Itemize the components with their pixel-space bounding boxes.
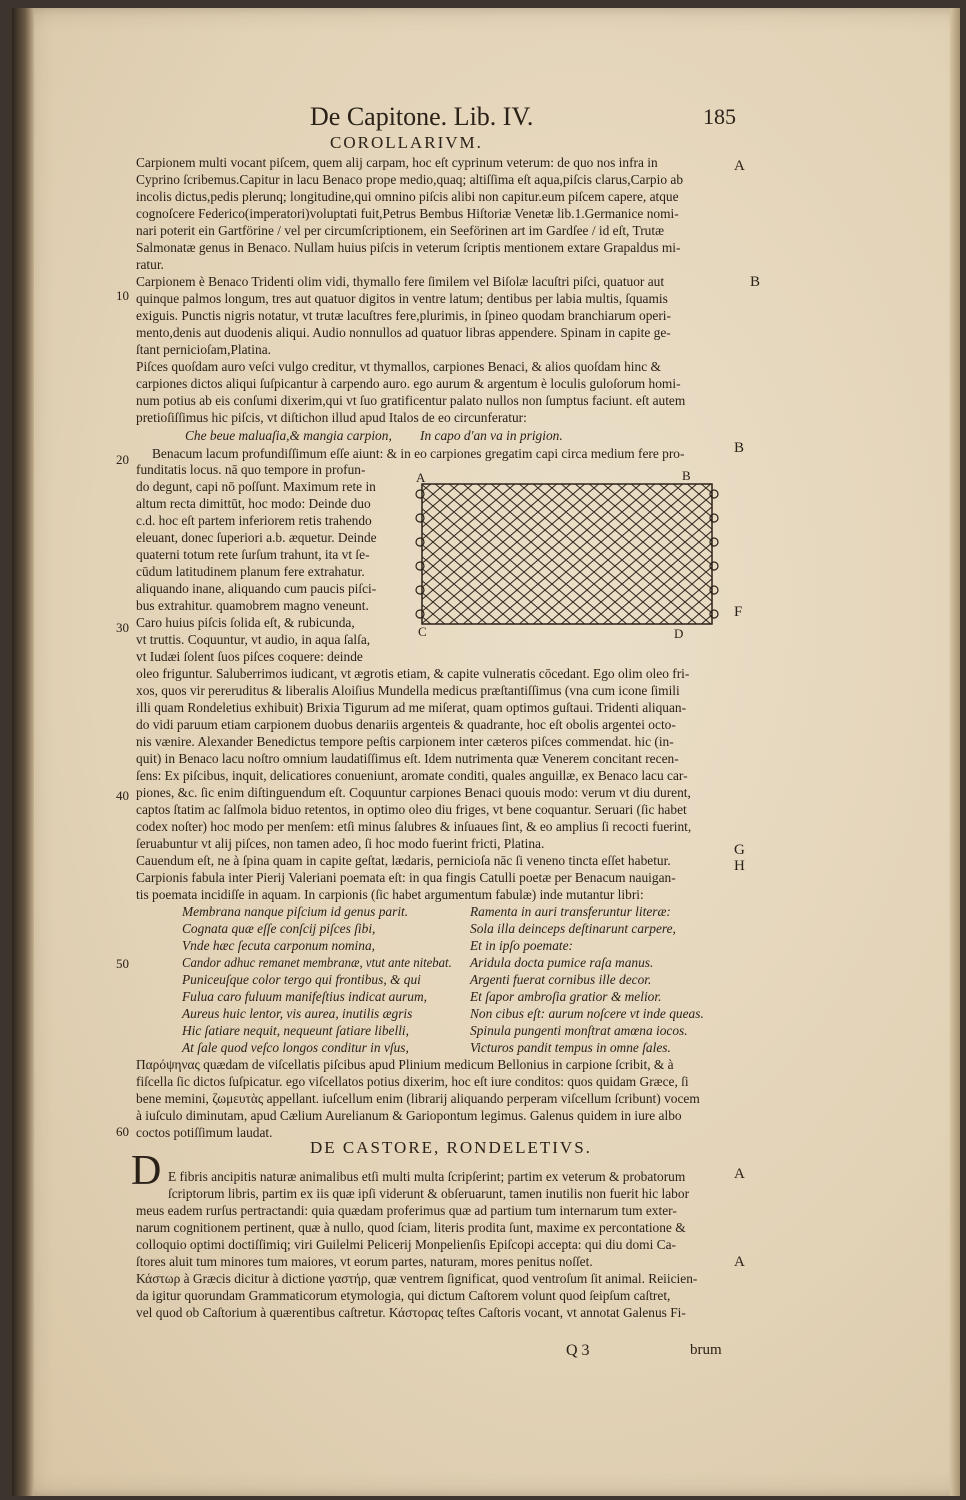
figure-label-b: B bbox=[682, 470, 691, 483]
section-title-corollarium: COROLLARIVM. bbox=[330, 133, 483, 152]
text-line: Benacum lacum profundiſſimum eſſe aiunt: & in eo carpiones gregatim capi circa medium fere pro- bbox=[152, 446, 685, 461]
margin-letter-b: B bbox=[750, 274, 761, 290]
text-line: quit) in Benaco lacu noſtro omnium laudatiſſimus eſt. Idem nutrimenta quæ Venerem concitant recen- bbox=[136, 751, 679, 766]
text-line: piones, &c. ſic enim diſtinguendum eſt. Coquuntur carpiones Benaci quouis modo: verum vt diu durent, bbox=[136, 785, 691, 800]
text-line: coctos potiſſimum laudat. bbox=[136, 1125, 273, 1140]
figure-label-a: A bbox=[416, 470, 426, 485]
text-line: E fibris ancipitis naturæ animalibus etſi multi multa ſcripſerint; partim ex veterum & probatorum bbox=[168, 1169, 686, 1184]
margin-letter-f: F bbox=[734, 604, 743, 620]
text-line: aliquando inane, aliquando cum paucis piſci- bbox=[136, 581, 377, 596]
line-number-10: 10 bbox=[116, 288, 129, 303]
margin-letter-h: H bbox=[734, 858, 745, 874]
text-line: ſcriptorum libris, partim ex iis quæ ipſi viderunt & obſeruarunt, tamen inutilis non fuerit hic labor bbox=[168, 1186, 690, 1201]
text-line: Cognata quæ eſſe conſcij piſces ſibi, bbox=[182, 921, 376, 936]
fishing-net-figure bbox=[412, 470, 732, 640]
running-title: De Capitone. Lib. IV. bbox=[310, 102, 534, 131]
text-line: Non cibus eſt: aurum noſcere vt inde queas. bbox=[470, 1006, 704, 1021]
margin-letter-g: G bbox=[734, 842, 745, 858]
binding-gutter bbox=[12, 8, 34, 1496]
text-line: narum cognitionem pertinent, quæ à nullo, quod ſciam, literis prodita ſunt, maxime ex percontatione & bbox=[136, 1220, 686, 1235]
distich-right: In capo d'an va in prigion. bbox=[420, 428, 563, 443]
text-line: ſtant pernicioſam,Platina. bbox=[136, 342, 271, 357]
text-line: tis poemata incidiſſe in aquam. In carpionis (ſic habet argumentum fabulæ) inde mutantur libri: bbox=[136, 887, 644, 902]
line-number-30: 30 bbox=[116, 620, 129, 635]
text-line: ſens: Ex piſcibus, inquit, delicatiores conueniunt, aromate conditi, quales anguillæ, ex Benaco lacu car- bbox=[136, 768, 688, 783]
text-line: Κάστωρ à Græcis dicitur à dictione γαστήρ, quæ ventrem ſignificat, quod ventroſum ſit animal. Reiicien- bbox=[136, 1271, 698, 1286]
text-line: codex noſter) hoc modo per menſem: etſi minus ſalubres & inſuaues ſint, & eo amplius ſi recocti fuerint, bbox=[136, 819, 692, 834]
text-line: Cauendum eſt, ne à ſpina quam in capite geſtat, lædaris, pernicioſa nāc ſi veneno tincta eſſet habetur. bbox=[136, 853, 671, 868]
text-line: à iuſculo diminutam, apud Cælium Aurelianum & Gariopontum legimus. Galenus quidem in iure albo bbox=[136, 1108, 682, 1123]
text-line: altum recta dimittūt, hoc modo: Deinde duo bbox=[136, 496, 371, 511]
text-line: Spinula pungenti monſtrat amœna iocos. bbox=[470, 1023, 688, 1038]
figure-label-d: D bbox=[674, 626, 684, 640]
text-line: Aridula docta pumice raſa manus. bbox=[470, 955, 654, 970]
signature-mark: Q 3 bbox=[566, 1342, 590, 1359]
text-line: illi quam Rondeletius exhibuit) Brixia Tigurum ad me miſerat, quam optimos guſtaui. Tridenti aliquan- bbox=[136, 700, 687, 715]
text-line: Membrana nanque piſcium id genus parit. bbox=[182, 904, 409, 919]
text-line: ratur. bbox=[136, 257, 164, 272]
text-line: meus eadem rurſus pertractandi: quia quædam proferimus quæ ad partium tum internarum tum exter- bbox=[136, 1203, 677, 1218]
text-line: funditatis locus. nā quo tempore in profun- bbox=[136, 462, 366, 477]
text-line: cūdum latitudinem planum fere extrahatur. bbox=[136, 564, 365, 579]
text-line: vt truttis. Coquuntur, vt audio, in aqua ſalſa, bbox=[136, 632, 371, 647]
text-line: ſeruabuntur vt alij piſces, non tamen adeo, ſi hoc modo fuerint fricti, Platina. bbox=[136, 836, 545, 851]
text-line: Carpionis fabula inter Pierij Valeriani poemata eſt: in qua fingis Catulli poetæ per Benacum nauigan- bbox=[136, 870, 676, 885]
text-line: ſtores aluit tum minores tum maiores, vt eorum partes, naturam, mores penitus noſſet. bbox=[136, 1254, 593, 1269]
text-line: Argenti fuerat cornibus ille decor. bbox=[470, 972, 652, 987]
text-line: nari poterit ein Gartförine / vel per circumſcriptionem, ein Seeförinen art im Gardſee / id eſt, Trutæ bbox=[136, 223, 665, 238]
page-edge bbox=[950, 8, 960, 1496]
text-line: Piſces quoſdam auro veſci vulgo creditur, vt thymallos, carpiones Benaci, & alios quoſdam hinc & bbox=[136, 359, 661, 374]
text-line: Sola illa deinceps deſtinarunt carpere, bbox=[470, 921, 676, 936]
text-line: eleuant, donec ſuperiori a.b. æquetur. Deinde bbox=[136, 530, 377, 545]
text-line: Hic ſatiare nequit, nequeunt ſatiare libelli, bbox=[182, 1023, 409, 1038]
catchword: brum bbox=[690, 1342, 722, 1358]
text-line: oleo friguntur. Saluberrimos iudicant, vt ægrotis etiam, & capite vulneratis cōcedant. Ego olim oleo fri- bbox=[136, 666, 690, 681]
text-line: captos ſtatim ac ſalſmola biduo retentos, in optimo oleo diu friges, vt bene coquantur. Seruari (ſic habet bbox=[136, 802, 687, 817]
text-line: Puniceuſque color tergo qui frontibus, & qui bbox=[182, 972, 421, 987]
text-line: Carpionem è Benaco Tridenti olim vidi, thymallo fere ſimilem vel Biſolæ lacuſtri piſci, quatuor aut bbox=[136, 274, 665, 289]
text-line: Fulua caro fuluum manifeſtius indicat aurum, bbox=[182, 989, 427, 1004]
text-line: Cyprino ſcribemus.Capitur in lacu Benaco prope medio,quaq; altiſſima eſt aqua,piſcis clarus,Carpio ab bbox=[136, 172, 684, 187]
line-number-50: 50 bbox=[116, 956, 129, 971]
text-line: bus extrahitur. quamobrem magno veneunt. bbox=[136, 598, 369, 613]
text-line: do vidi paruum etiam carpionem duobus denariis argenteis & quadrante, hoc eſt obolis argentei octo- bbox=[136, 717, 676, 732]
text-line: exiguis. Punctis nigris notatur, vt trutæ lacuſtres fere,plurimis, in ſpineo quodam branchiarum operi- bbox=[136, 308, 671, 323]
text-line: Et in ipſo poemate: bbox=[470, 938, 574, 953]
text-line: c.d. hoc eſt partem inferiorem retis trahendo bbox=[136, 513, 372, 528]
text-line: num potius ab eis conſumi dixerim,qui vt ſuo gratificentur palato nullos non ſumptus faciunt. eſt autem bbox=[136, 393, 686, 408]
text-line: Carpionem multi vocant piſcem, quem alij carpam, hoc eſt cyprinum veterum: de quo nos infra in bbox=[136, 155, 658, 170]
text-line: mento,denis aut duodenis aliqui. Audio nonnullos ad quatuor libras appendere. Spinam in capite ge- bbox=[136, 325, 671, 340]
text-line: Ramenta in auri transferuntur literæ: bbox=[470, 904, 671, 919]
section-title-castor: DE CASTORE, RONDELETIVS. bbox=[310, 1138, 592, 1157]
text-line: At ſale quod veſco longos conditur in vſus, bbox=[182, 1040, 409, 1055]
text-line: Et ſapor ambroſia gratior & melior. bbox=[470, 989, 662, 1004]
drop-cap: D bbox=[131, 1148, 162, 1194]
distich-left: Che beue maluaſia,& mangia carpion, bbox=[185, 428, 392, 443]
text-line: Παρόψηνας quædam de viſcellatis piſcibus apud Plinium medicum Bellonius in carpione ſcribit, & à bbox=[136, 1057, 674, 1072]
text-line: Salmonatæ genus in Benaco. Nullam huius piſcis in veterum ſcriptis mentionem extare Grapaldus mi- bbox=[136, 240, 681, 255]
text-line: Candor adhuc remanet membranæ, vtut ante nitebat. bbox=[182, 955, 452, 970]
text-line: Vnde hæc ſecuta carponum nomina, bbox=[182, 938, 376, 953]
text-line: incolis dictus,pedis plerunq; longitudine,qui omnino piſcis alibi non capitur.eum piſcem capere, atque bbox=[136, 189, 679, 204]
text-line: xos, quos vir pereruditus & liberalis Aloiſius Mundella medicus præſtantiſſimus (vna cum icone ſimili bbox=[136, 683, 680, 698]
text-line: Caro huius piſcis ſolida eſt, & rubicunda, bbox=[136, 615, 355, 630]
text-line: fiſcella ſic dictos ſuſpicatur. ego viſcellatos potius dixerim, hoc eſt iure conditos: quos quidam Græce, ſi bbox=[136, 1074, 689, 1089]
figure-label-c: C bbox=[418, 624, 427, 639]
text-line: vt Iudæi ſolent ſuos piſces coquere: deinde bbox=[136, 649, 363, 664]
margin-letter-a2: A bbox=[734, 1166, 745, 1182]
text-line: cognoſcere Federico(imperatori)voluptati fuit,Petrus Bembus Hiſtoriæ Venetæ lib.1.Germanice nomi- bbox=[136, 206, 679, 221]
text-line: nis vænire. Alexander Benedictus tempore peſtis carpionem inter cæteros piſces commendat. hic (in- bbox=[136, 734, 674, 749]
text-line: quaterni totum rete ſurſum trahunt, ita vt ſe- bbox=[136, 547, 370, 562]
text-line: Victuros pandit tempus in omne ſales. bbox=[470, 1040, 671, 1055]
text-line: da igitur quorundam Grammaticorum etymologia, qui dictum Caſtorem volunt quod ſeipſum caſtret, bbox=[136, 1288, 671, 1303]
text-line: vel quod ob Caſtorium à quærentibus caſtretur. Κάστορας teſtes Caſtoris vocant, vt annotat Galenus Fi- bbox=[136, 1305, 686, 1320]
text-line: Aureus huic lentor, vis aurea, inutilis ægris bbox=[182, 1006, 413, 1021]
margin-letter-a3: A bbox=[734, 1254, 745, 1270]
margin-letter-b2: B bbox=[734, 440, 745, 456]
text-line: colloquio optimi doctiſſimiq; viri Guilelmi Pelicerij Monpelienſis Epiſcopi accepta: qui diu domi Ca- bbox=[136, 1237, 676, 1252]
margin-letter-a: A bbox=[734, 158, 745, 174]
text-line: quinque palmos longum, tres aut quatuor digitos in ventre latum; dentibus per labia multis, ſquamis bbox=[136, 291, 668, 306]
line-number-60: 60 bbox=[116, 1124, 129, 1139]
line-number-40: 40 bbox=[116, 788, 129, 803]
text-line: do degunt, capi nō poſſunt. Maximum rete in bbox=[136, 479, 376, 494]
text-line: carpiones dictos aliqui ſuſpicantur à carpendo auro. ego aurum & argentum è loculis guloſorum homi- bbox=[136, 376, 681, 391]
line-number-20: 20 bbox=[116, 452, 129, 467]
text-line: bene memini, ζωμευτὰς appellant. iuſcellum enim (librarij aliquando perperam viſcellum ſcribunt) vocem bbox=[136, 1091, 700, 1106]
text-line: pretioſiſſimus hic piſcis, vt diſtichon illud apud Italos de eo circunferatur: bbox=[136, 410, 527, 425]
folio-number: 185 bbox=[703, 104, 736, 129]
